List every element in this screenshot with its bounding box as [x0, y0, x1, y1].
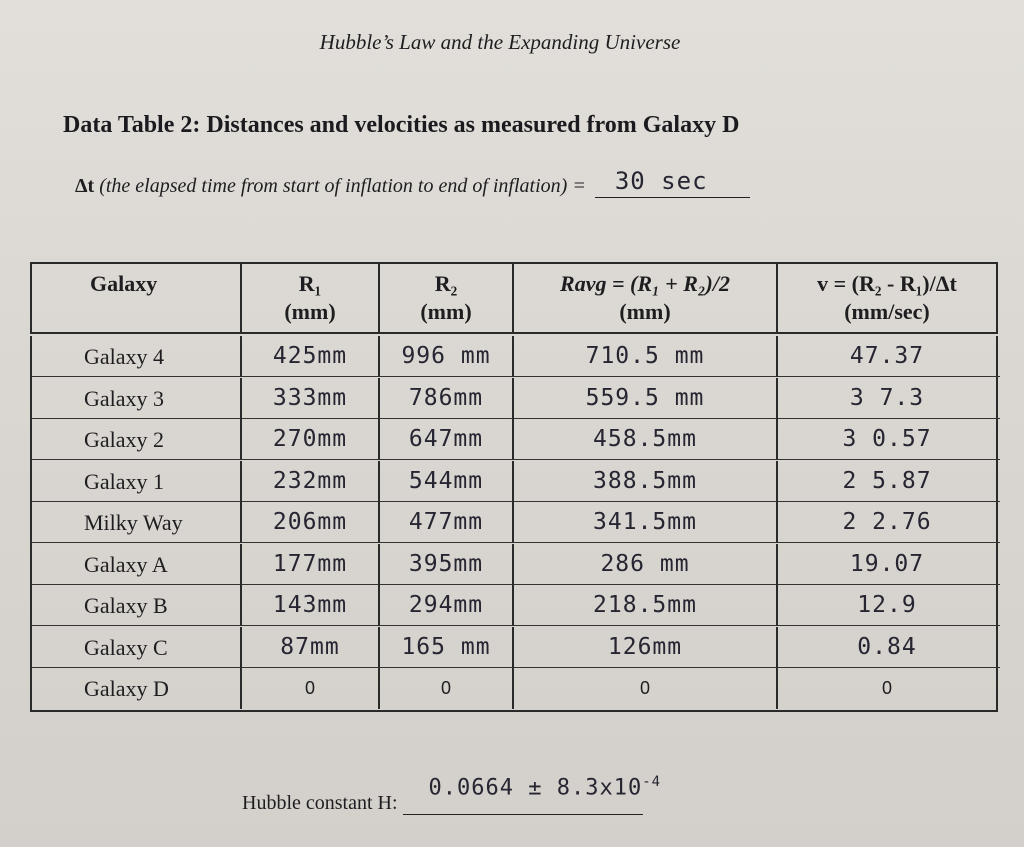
cell-r1: 206mm [272, 509, 348, 535]
cell-v: 19.07 [849, 550, 925, 577]
cell-v: 47.37 [849, 343, 925, 369]
cell-v: 0 [881, 678, 892, 698]
cell-r2: 996 mm [401, 343, 491, 369]
hubble-constant-line [242, 774, 662, 815]
cell-ravg: 559.5 mm [585, 384, 705, 411]
cell-galaxy: Galaxy 4 [84, 344, 165, 369]
table-row [32, 585, 1000, 626]
cell-galaxy: Galaxy B [84, 593, 168, 618]
page-header: Hubble’s Law and the Expanding Universe [319, 30, 681, 54]
cell-ravg: 218.5mm [593, 592, 697, 618]
table-row [32, 378, 1000, 419]
header-r1: R₁ (mm) [284, 271, 336, 324]
table-row [32, 544, 1000, 585]
header-galaxy: Galaxy [90, 271, 158, 296]
delta-t-line [75, 167, 750, 198]
cell-galaxy: Milky Way [84, 510, 183, 535]
hubble-constant-blank [403, 774, 662, 815]
table-row [32, 627, 1000, 668]
cell-galaxy: Galaxy D [84, 676, 169, 701]
cell-r1: 87mm [280, 633, 340, 660]
table-row [32, 461, 1000, 502]
delta-t-blank [595, 167, 750, 198]
cell-ravg: 341.5mm [593, 509, 697, 535]
delta-t-description: (the elapsed time from start of inflation to end of inflation) = [99, 175, 586, 197]
cell-galaxy: Galaxy C [84, 634, 168, 660]
cell-r2: 477mm [408, 509, 484, 535]
cell-ravg: 710.5 mm [585, 343, 705, 369]
cell-r2: 0 [440, 678, 451, 698]
table-header-row [30, 262, 998, 334]
cell-v: 2 2.76 [842, 509, 932, 535]
cell-v: 2 5.87 [842, 467, 932, 494]
table-row [32, 336, 1000, 377]
cell-r2: 544mm [408, 467, 484, 494]
cell-r1: 0 [304, 678, 315, 698]
header-ravg: Ravg = (R₁ + R₂)/2 (mm) [560, 271, 730, 324]
cell-r1: 143mm [272, 592, 348, 618]
cell-ravg: 0 [639, 678, 650, 698]
cell-r2: 165 mm [401, 633, 491, 660]
cell-v: 12.9 [857, 592, 917, 618]
cell-r1: 425mm [272, 343, 348, 369]
cell-galaxy: Galaxy A [84, 551, 168, 577]
hubble-constant-value: $0.0664 \pm 8.3x10^{-4}$ [428, 774, 662, 801]
table-row [32, 502, 1000, 543]
header-velocity: v = (R₂ - R₁)/Δt (mm/sec) [817, 271, 957, 324]
cell-ravg: 286 mm [600, 550, 690, 577]
cell-ravg: 388.5mm [593, 467, 697, 494]
cell-v: 3 7.3 [849, 384, 925, 411]
table-row [32, 668, 1000, 709]
table-row [32, 419, 1000, 460]
section-title: Data Table 2: Distances and velocities as measured from Galaxy D [63, 112, 740, 138]
cell-galaxy: Galaxy 3 [84, 385, 165, 411]
cell-r1: 177mm [272, 550, 348, 577]
cell-galaxy: Galaxy 1 [84, 468, 165, 494]
cell-galaxy: Galaxy 2 [84, 427, 165, 452]
hubble-constant-label: Hubble constant H: [242, 792, 398, 814]
cell-r2: 395mm [408, 550, 484, 577]
cell-ravg: 126mm [607, 633, 683, 660]
cell-v: 0.84 [857, 633, 917, 660]
cell-ravg: 458.5mm [593, 426, 697, 452]
cell-r1: 232mm [272, 467, 348, 494]
cell-v: 3 0.57 [842, 426, 932, 452]
cell-r2: 647mm [408, 426, 484, 452]
delta-t-symbol: Δt [75, 175, 95, 197]
cell-r2: 294mm [408, 592, 484, 618]
delta-t-value: 30 sec [614, 167, 708, 195]
table-body [30, 336, 998, 712]
cell-r1: 270mm [272, 426, 348, 452]
header-r2: R₂ (mm) [420, 271, 472, 324]
cell-r2: 786mm [408, 384, 484, 411]
cell-r1: 333mm [272, 384, 348, 411]
